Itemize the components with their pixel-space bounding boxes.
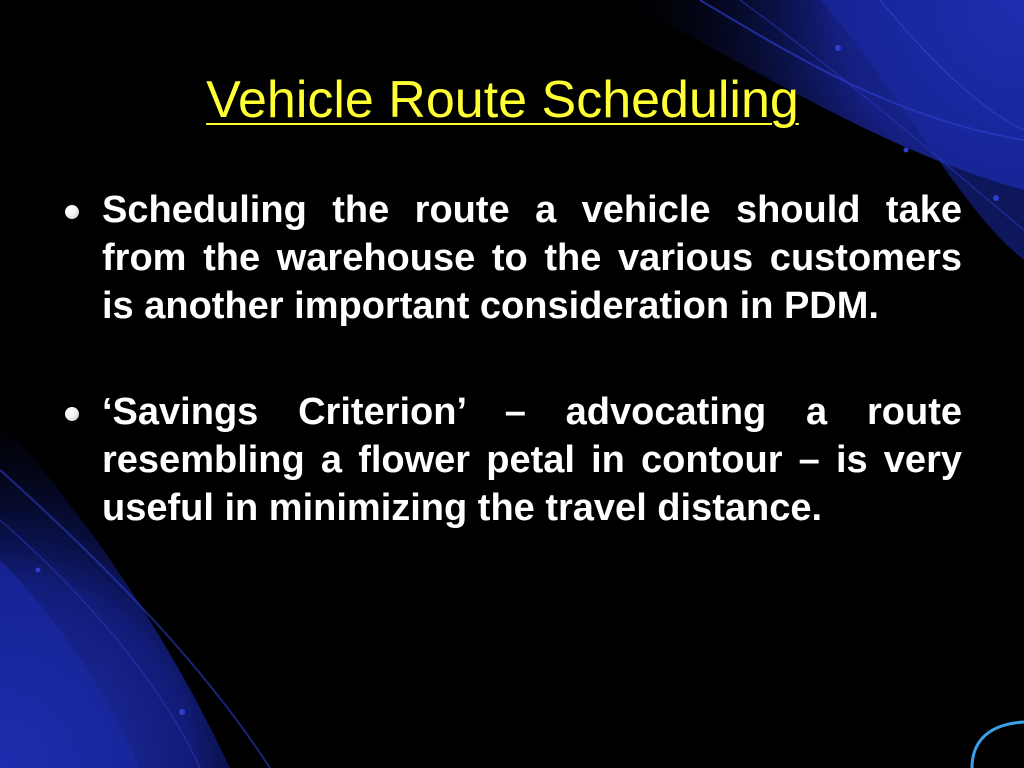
slide-title: Vehicle Route Scheduling — [206, 71, 799, 129]
bullet-item — [62, 186, 962, 330]
bullet-text: ‘Savings Criterion’ – advocating a route resembling a flower petal in contour – is very useful in minimizing the travel distance. — [102, 391, 962, 529]
bullet-item — [62, 388, 962, 532]
bullet-dot-icon — [65, 407, 79, 421]
bullet-text: Scheduling the route a vehicle should take from the warehouse to the various customers is another important consideration in PDM. — [102, 189, 962, 327]
bullet-dot-icon — [65, 205, 79, 219]
bullet-list — [62, 186, 962, 590]
